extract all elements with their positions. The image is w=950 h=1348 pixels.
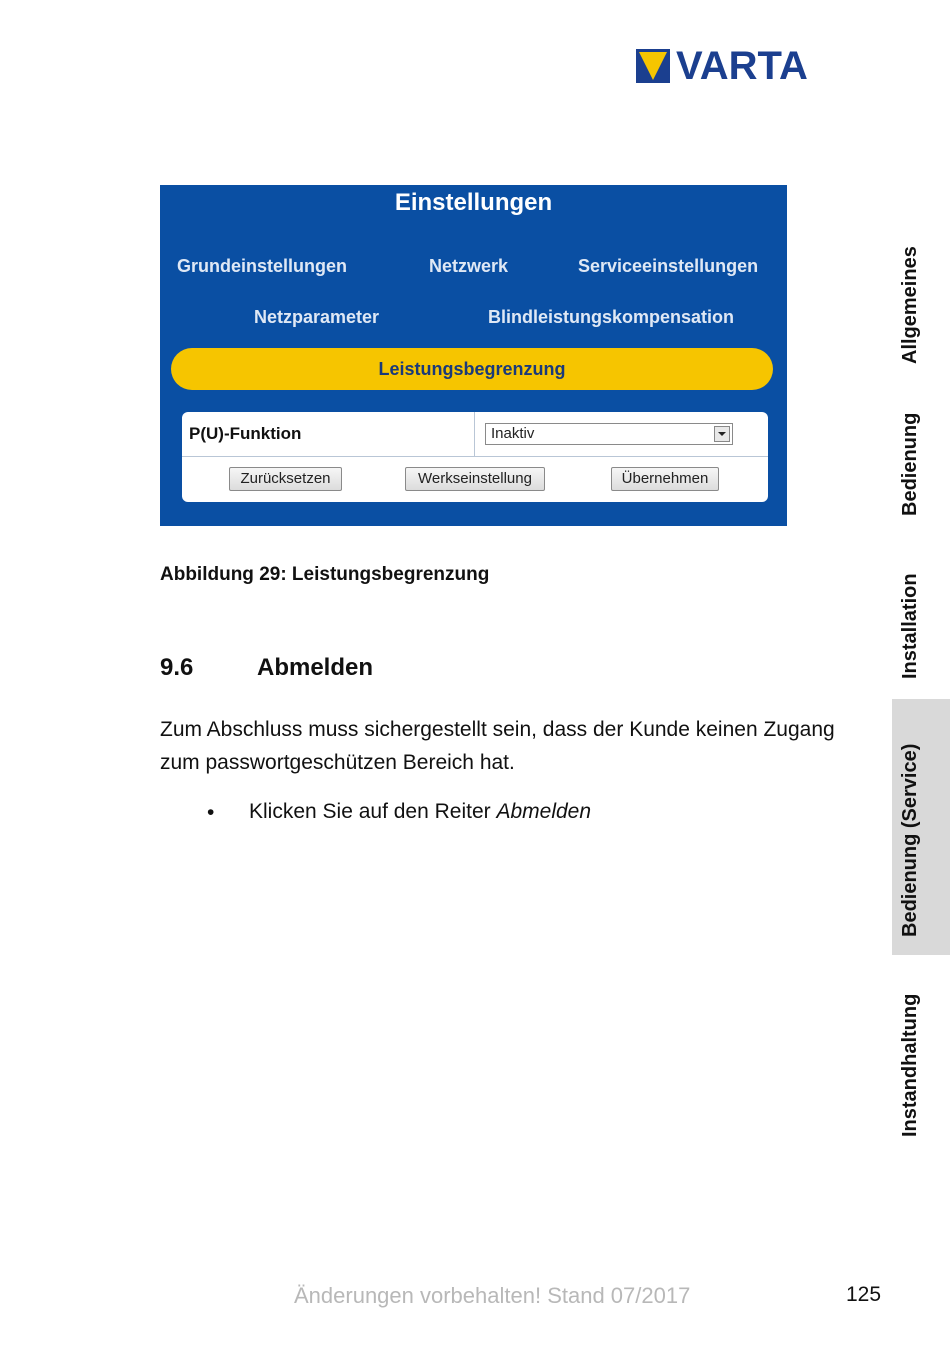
section-number: 9.6 [160,654,194,681]
apply-button[interactable]: Übernehmen [611,467,719,491]
select-value: Inaktiv [491,425,535,442]
logo-wordmark: VARTA [676,44,808,88]
footer-note: Änderungen vorbehalten! Stand 07/2017 [294,1283,691,1308]
tab-netzparameter[interactable]: Netzparameter [254,307,380,327]
bullet-item [249,799,591,825]
pu-function-label: P(U)-Funktion [189,424,302,443]
tab-blindleistungskompensation[interactable]: Blindleistungskompensation [488,307,735,327]
chevron-down-icon[interactable] [714,426,730,442]
side-tab-bedienung-service[interactable]: Bedienung (Service) [899,743,921,937]
settings-screenshot [160,185,787,526]
factory-settings-button[interactable]: Werkseinstellung [405,467,545,491]
side-tab-allgemeines[interactable]: Allgemeines [899,246,921,364]
bullet-text: Klicken Sie auf den Reiter [249,800,497,823]
tab-netzwerk[interactable]: Netzwerk [429,256,509,276]
page-number: 125 [846,1283,882,1306]
tab-leistungsbegrenzung[interactable]: Leistungsbegrenzung [171,348,773,390]
side-tab-installation[interactable]: Installation [899,573,921,679]
section-title: Abmelden [257,654,374,681]
side-tab-instandhaltung[interactable]: Instandhaltung [899,993,921,1137]
form-divider [474,412,475,456]
bullet-emphasis: Abmelden [496,800,592,823]
form-row [182,412,768,457]
bullet-icon: • [207,801,215,824]
settings-form [182,412,768,502]
varta-logo-icon [636,49,670,83]
figure-caption: Abbildung 29: Leistungsbegrenzung [160,564,490,585]
tab-grundeinstellungen[interactable]: Grundeinstellungen [177,256,348,276]
reset-button[interactable]: Zurücksetzen [229,467,342,491]
tab-serviceeinstellungen[interactable]: Serviceeinstellungen [578,256,759,276]
settings-title: Einstellungen [394,189,553,216]
varta-logo [636,46,808,86]
body-paragraph: Zum Abschluss muss sichergestellt sein, dass der Kunde keinen Zugang zum passwortgeschützen Bereich hat. [160,718,835,774]
side-tab-bedienung[interactable]: Bedienung [899,412,921,516]
pu-function-select[interactable] [485,423,733,445]
